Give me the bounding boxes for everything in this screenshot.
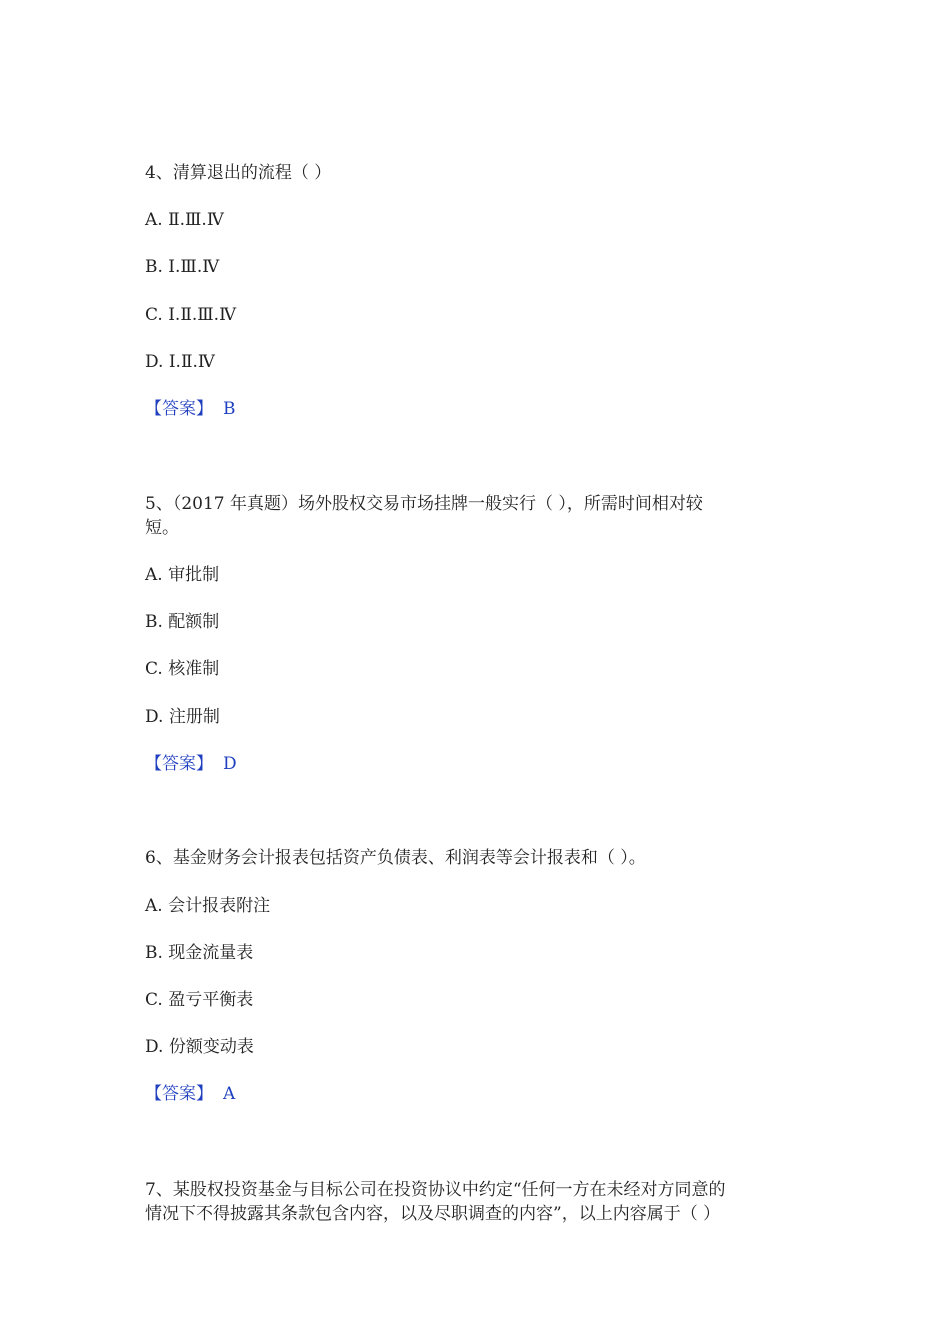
question-6-answer — [145, 1082, 235, 1106]
answer-label: 【答案】 — [145, 754, 213, 774]
question-5-stem-line-2: 短。 — [145, 518, 179, 538]
question-5-option-a: A. 审批制 — [145, 565, 220, 585]
answer-label: 【答案】 — [145, 1084, 213, 1104]
question-4-answer — [145, 397, 236, 421]
answer-value: D — [223, 754, 237, 774]
question-4-option-d: D. Ⅰ.Ⅱ.Ⅳ — [145, 352, 215, 372]
question-6-option-b: B. 现金流量表 — [145, 943, 254, 963]
question-7-stem-line-2: 情况下不得披露其条款包含内容，以及尽职调查的内容”，以上内容属于（ ） — [145, 1204, 721, 1224]
question-4-option-a: A. Ⅱ.Ⅲ.Ⅳ — [145, 210, 224, 230]
question-6-stem: 6、基金财务会计报表包括资产负债表、利润表等会计报表和（ ）。 — [145, 848, 646, 868]
answer-label: 【答案】 — [145, 399, 213, 419]
question-6-option-d: D. 份额变动表 — [145, 1037, 254, 1057]
question-5-option-b: B. 配额制 — [145, 612, 220, 632]
question-6-option-a: A. 会计报表附注 — [145, 896, 271, 916]
question-5-answer — [145, 752, 237, 776]
question-7-stem-line-1: 7、某股权投资基金与目标公司在投资协议中约定“任何一方在未经对方同意的 — [145, 1180, 726, 1200]
answer-value: B — [223, 399, 236, 419]
question-4-option-c: C. Ⅰ.Ⅱ.Ⅲ.Ⅳ — [145, 305, 237, 325]
question-4-option-b: B. Ⅰ.Ⅲ.Ⅳ — [145, 257, 220, 277]
question-4-stem: 4、清算退出的流程（ ） — [145, 163, 332, 183]
question-5-stem-line-1: 5、（2017 年真题）场外股权交易市场挂牌一般实行（ ），所需时间相对较 — [145, 494, 703, 514]
question-5-option-d: D. 注册制 — [145, 707, 220, 727]
answer-value: A — [223, 1084, 236, 1104]
question-6-option-c: C. 盈亏平衡表 — [145, 990, 254, 1010]
question-5-option-c: C. 核准制 — [145, 659, 220, 679]
